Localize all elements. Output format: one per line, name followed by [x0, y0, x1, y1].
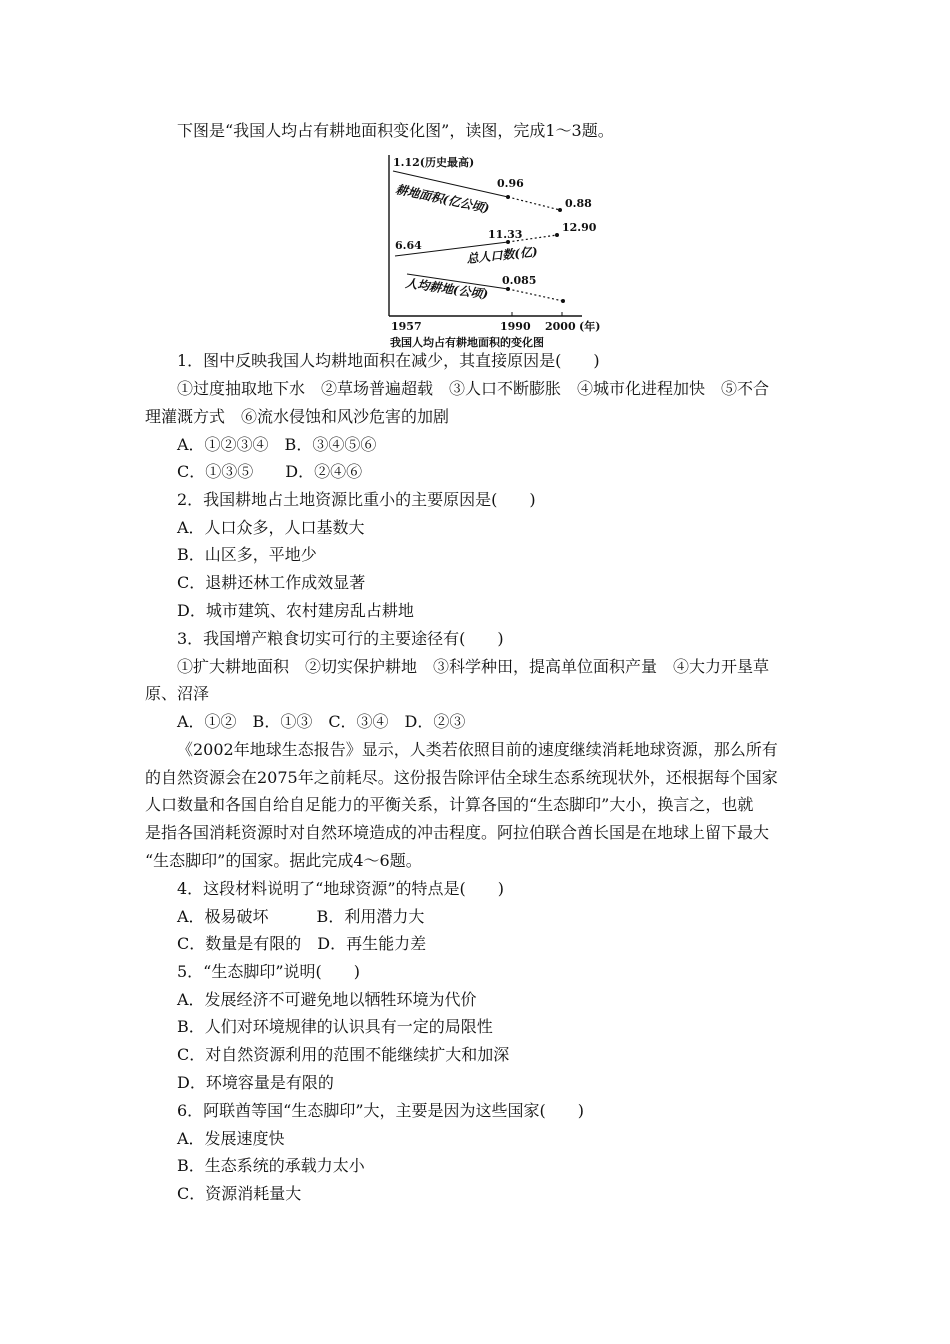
q1-choice-cd: C．①③⑤ D．②④⑥	[177, 462, 363, 481]
q3-options-line2: 原、沼泽	[145, 684, 210, 703]
q5-option-d: D．环境容量是有限的	[177, 1073, 334, 1092]
q1-options-line2: 理灌溉方式 ⑥流水侵蚀和风沙危害的加剧	[145, 407, 450, 426]
passage-line-3: 人口数量和各国自给自足能力的平衡关系，计算各国的“生态脚印”大小，换言之，也就	[145, 795, 754, 814]
line-chart	[385, 150, 615, 355]
q2-option-a: A．人口众多，人口基数大	[177, 518, 365, 537]
label-percapita-1990: 0.085	[502, 274, 537, 287]
q6-option-b: B．生态系统的承载力太小	[177, 1156, 365, 1175]
q2-option-c: C．退耕还林工作成效显著	[177, 573, 366, 592]
passage-line-5: “生态脚印”的国家。据此完成4～6题。	[145, 851, 422, 870]
passage-line-4: 是指各国消耗资源时对自然环境造成的冲击程度。阿拉伯联合酋长国是在地球上留下最大	[145, 823, 770, 842]
passage-line-1: 《2002年地球生态报告》显示，人类若依照目前的速度继续消耗地球资源，那么所有	[177, 740, 778, 759]
passage-line-2: 的自然资源会在2075年之前耗尽。这份报告除评估全球生态系统现状外，还根据每个国家	[145, 768, 778, 787]
x-label-2000: 2000	[545, 320, 576, 333]
series-name-percapita: 人均耕地(公顷)	[404, 276, 490, 302]
x-label-1957: 1957	[391, 320, 422, 333]
intro-text: 下图是“我国人均占有耕地面积变化图”，读图，完成1～3题。	[177, 121, 614, 140]
q5-option-a: A．发展经济不可避免地以牺牲环境为代价	[177, 990, 477, 1009]
q4-choice-cd: C．数量是有限的 D．再生能力差	[177, 934, 427, 953]
x-label-1990: 1990	[500, 320, 531, 333]
q5-option-c: C．对自然资源利用的范围不能继续扩大和加深	[177, 1045, 510, 1064]
percapita-line-dotted	[508, 289, 563, 301]
x-axis-unit: (年)	[579, 320, 601, 333]
series-name-population: 总人口数(亿)	[465, 244, 539, 266]
q6-option-c: C．资源消耗量大	[177, 1184, 302, 1203]
q3-choices: A．①② B．①③ C．③④ D．②③	[177, 712, 466, 731]
label-farmland-1957: 1.12(历史最高)	[393, 156, 475, 169]
label-farmland-2000: 0.88	[565, 197, 592, 210]
q2-option-d: D．城市建筑、农村建房乱占耕地	[177, 601, 414, 620]
q3-stem: 3．我国增产粮食切实可行的主要途径有( )	[177, 629, 504, 648]
q6-stem: 6．阿联酋等国“生态脚印”大，主要是因为这些国家( )	[177, 1101, 585, 1120]
farmland-point-1990	[506, 195, 510, 199]
farmland-point-2000	[558, 208, 562, 212]
q1-choice-ab: A．①②③④ B．③④⑤⑥	[177, 435, 377, 454]
label-population-1990: 11.33	[488, 228, 523, 241]
series-name-farmland: 耕地面积(亿公顷)	[394, 182, 491, 216]
percapita-point-2000	[561, 299, 565, 303]
farmland-line-dotted	[508, 197, 560, 210]
farmland-change-figure	[385, 150, 615, 355]
percapita-point-1990	[506, 287, 510, 291]
label-population-1957: 6.64	[395, 239, 422, 252]
q1-options-line1: ①过度抽取地下水 ②草场普遍超载 ③人口不断膨胀 ④城市化进程加快 ⑤不合	[177, 379, 770, 398]
q6-option-a: A．发展速度快	[177, 1129, 285, 1148]
q4-stem: 4．这段材料说明了“地球资源”的特点是( )	[177, 879, 505, 898]
q3-options-line1: ①扩大耕地面积 ②切实保护耕地 ③科学种田，提高单位面积产量 ④大力开垦草	[177, 657, 770, 676]
label-farmland-1990: 0.96	[497, 177, 524, 190]
q4-choice-ab: A．极易破坏 B．利用潜力大	[177, 907, 425, 926]
q1-stem: 1．图中反映我国人均耕地面积在减少，其直接原因是( )	[177, 351, 600, 370]
label-population-2000: 12.90	[562, 221, 597, 234]
q5-option-b: B．人们对环境规律的认识具有一定的局限性	[177, 1017, 493, 1036]
q2-stem: 2．我国耕地占土地资源比重小的主要原因是( )	[177, 490, 536, 509]
q5-stem: 5．“生态脚印”说明( )	[177, 962, 361, 981]
q2-option-b: B．山区多，平地少	[177, 545, 317, 564]
chart-title: 我国人均占有耕地面积的变化图	[390, 336, 544, 349]
population-point-2000	[555, 233, 559, 237]
